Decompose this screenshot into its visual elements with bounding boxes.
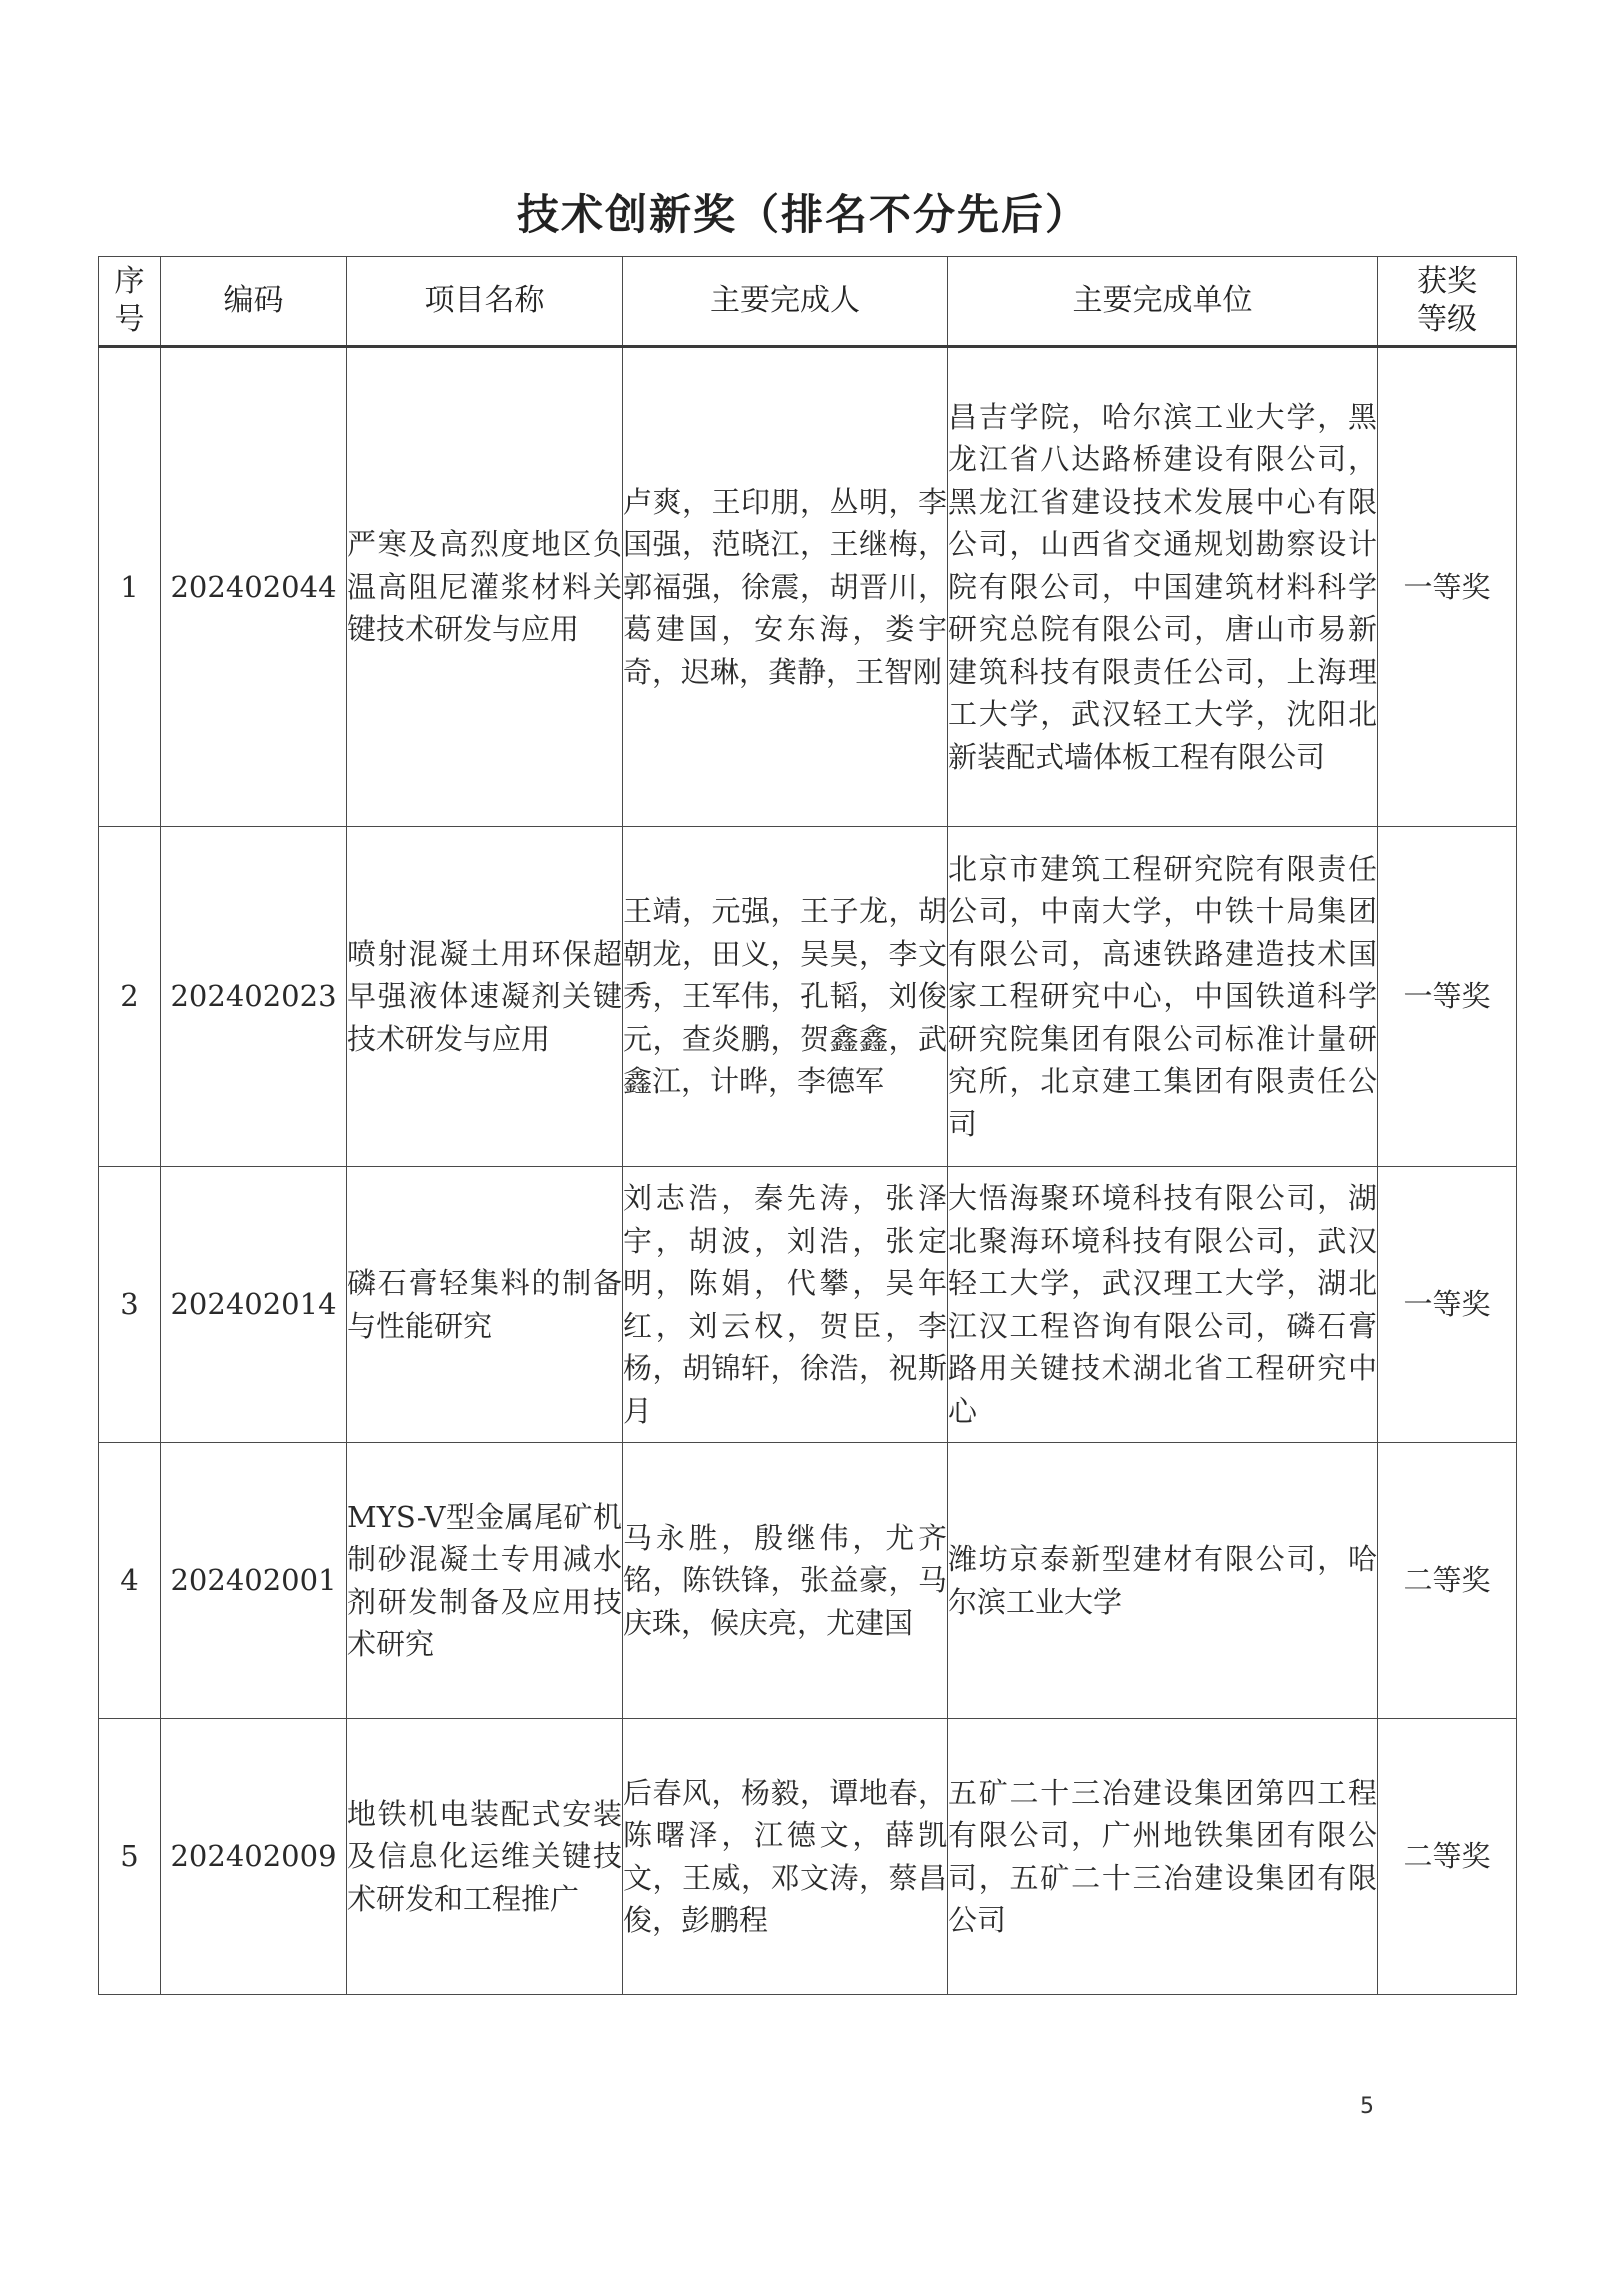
header-project: 项目名称 bbox=[347, 257, 623, 347]
row-seq: 2 bbox=[99, 827, 161, 1167]
row-people: 后春风，杨毅，谭地春，陈曙泽，江德文，薛凯文，王威，邓文涛，蔡昌俊，彭鹏程 bbox=[623, 1719, 948, 1995]
awards-table bbox=[98, 256, 1517, 1995]
row-code: 202402023 bbox=[161, 827, 347, 1167]
row-people: 马永胜，殷继伟，尤齐铭，陈铁锋，张益豪，马庆珠，候庆亮，尤建国 bbox=[623, 1443, 948, 1719]
row-code: 202402044 bbox=[161, 347, 347, 827]
row-units: 大悟海聚环境科技有限公司，湖北聚海环境科技有限公司，武汉轻工大学，武汉理工大学，湖北江汉工程咨询有限公司，磷石膏路用关键技术湖北省工程研究中心 bbox=[948, 1167, 1378, 1443]
header-people: 主要完成人 bbox=[623, 257, 948, 347]
row-seq: 3 bbox=[99, 1167, 161, 1443]
table-row bbox=[99, 1443, 1517, 1719]
header-code: 编码 bbox=[161, 257, 347, 347]
row-level: 一等奖 bbox=[1378, 1167, 1517, 1443]
row-units: 潍坊京泰新型建材有限公司，哈尔滨工业大学 bbox=[948, 1443, 1378, 1719]
table-row bbox=[99, 827, 1517, 1167]
row-code: 202402014 bbox=[161, 1167, 347, 1443]
row-project: 磷石膏轻集料的制备与性能研究 bbox=[347, 1167, 623, 1443]
table-row bbox=[99, 1719, 1517, 1995]
row-seq: 1 bbox=[99, 347, 161, 827]
row-units: 五矿二十三冶建设集团第四工程有限公司，广州地铁集团有限公司，五矿二十三冶建设集团有限公司 bbox=[948, 1719, 1378, 1995]
page-number: 5 bbox=[1360, 2094, 1374, 2119]
header-seq: 序号 bbox=[99, 257, 161, 347]
row-seq: 5 bbox=[99, 1719, 161, 1995]
row-code: 202402009 bbox=[161, 1719, 347, 1995]
header-units: 主要完成单位 bbox=[948, 257, 1378, 347]
table-row bbox=[99, 347, 1517, 827]
row-level: 二等奖 bbox=[1378, 1443, 1517, 1719]
header-level: 获奖等级 bbox=[1378, 257, 1517, 347]
row-level: 一等奖 bbox=[1378, 347, 1517, 827]
row-people: 刘志浩，秦先涛，张泽宇，胡波，刘浩，张定明，陈娟，代攀，吴年红，刘云权，贺臣，李杨，胡锦轩，徐浩，祝斯月 bbox=[623, 1167, 948, 1443]
page-title: 技术创新奖（排名不分先后） bbox=[516, 190, 1089, 239]
row-project: 喷射混凝土用环保超早强液体速凝剂关键技术研发与应用 bbox=[347, 827, 623, 1167]
row-people: 王靖，元强，王子龙，胡朝龙，田义，吴昊，李文秀，王军伟，孔韬，刘俊元，查炎鹏，贺鑫鑫，武鑫江，计晔，李德军 bbox=[623, 827, 948, 1167]
row-units: 昌吉学院，哈尔滨工业大学，黑龙江省八达路桥建设有限公司，黑龙江省建设技术发展中心有限公司，山西省交通规划勘察设计院有限公司，中国建筑材料科学研究总院有限公司，唐山市易新建筑科技有限责任公司，上海理工大学，武汉轻工大学，沈阳北新装配式墙体板工程有限公司 bbox=[948, 347, 1378, 827]
row-project: 地铁机电装配式安装及信息化运维关键技术研发和工程推广 bbox=[347, 1719, 623, 1995]
row-project: 严寒及高烈度地区负温高阻尼灌浆材料关键技术研发与应用 bbox=[347, 347, 623, 827]
row-level: 二等奖 bbox=[1378, 1719, 1517, 1995]
row-code: 202402001 bbox=[161, 1443, 347, 1719]
row-level: 一等奖 bbox=[1378, 827, 1517, 1167]
row-seq: 4 bbox=[99, 1443, 161, 1719]
row-units: 北京市建筑工程研究院有限责任公司，中南大学，中铁十局集团有限公司，高速铁路建造技术国家工程研究中心，中国铁道科学研究院集团有限公司标准计量研究所，北京建工集团有限责任公司 bbox=[948, 827, 1378, 1167]
row-project: MYS-V型金属尾矿机制砂混凝土专用减水剂研发制备及应用技术研究 bbox=[347, 1443, 623, 1719]
table-row bbox=[99, 1167, 1517, 1443]
row-people: 卢爽，王印朋，丛明，李国强，范晓江，王继梅，郭福强，徐震，胡晋川，葛建国，安东海，娄宇奇，迟琳，龚静，王智刚 bbox=[623, 347, 948, 827]
header-row bbox=[99, 257, 1517, 347]
